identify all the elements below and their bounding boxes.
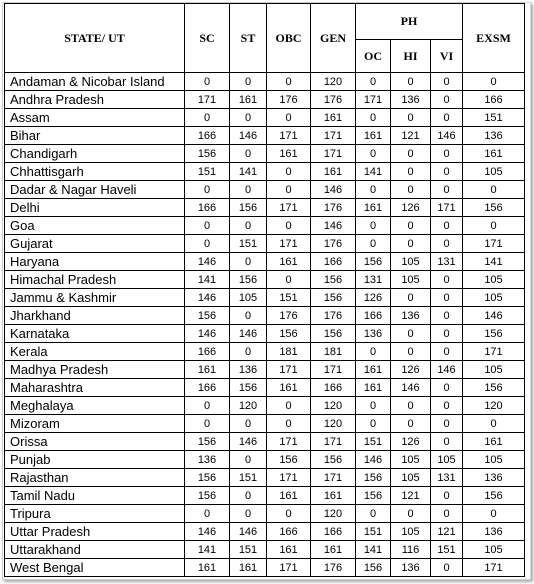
cell-gen: 120 (311, 397, 356, 415)
cell-vi: 146 (431, 127, 463, 145)
cell-state: Gujarat (5, 235, 185, 253)
table-row (5, 379, 525, 397)
table-row (5, 397, 525, 415)
cell-state: Andhra Pradesh (5, 91, 185, 109)
table-row (5, 127, 525, 145)
cell-obc: 161 (267, 145, 311, 163)
header-st: ST (230, 4, 267, 73)
cell-gen: 166 (311, 379, 356, 397)
cell-hi: 0 (391, 163, 431, 181)
cell-obc: 156 (267, 325, 311, 343)
cell-obc: 171 (267, 559, 311, 577)
cell-sc: 161 (185, 559, 230, 577)
cell-oc: 141 (356, 163, 391, 181)
cell-sc: 0 (185, 235, 230, 253)
cell-exsm: 105 (463, 541, 525, 559)
cell-vi: 131 (431, 253, 463, 271)
cell-hi: 105 (391, 271, 431, 289)
cell-state: Dadar & Nagar Haveli (5, 181, 185, 199)
header-oc: OC (356, 40, 391, 73)
cell-state: Bihar (5, 127, 185, 145)
cell-st: 0 (230, 109, 267, 127)
cell-obc: 176 (267, 307, 311, 325)
cell-gen: 176 (311, 91, 356, 109)
cell-sc: 0 (185, 217, 230, 235)
table-row (5, 343, 525, 361)
header-sc: SC (185, 4, 230, 73)
header-hi: HI (391, 40, 431, 73)
cell-sc: 141 (185, 271, 230, 289)
cell-oc: 156 (356, 559, 391, 577)
cell-obc: 176 (267, 91, 311, 109)
cell-oc: 126 (356, 289, 391, 307)
cell-gen: 120 (311, 73, 356, 91)
cell-gen: 161 (311, 487, 356, 505)
cell-oc: 166 (356, 307, 391, 325)
cell-vi: 0 (431, 343, 463, 361)
cell-vi: 0 (431, 181, 463, 199)
header-vi: VI (431, 40, 463, 73)
cell-st: 105 (230, 289, 267, 307)
cell-state: Chhattisgarh (5, 163, 185, 181)
cell-hi: 0 (391, 415, 431, 433)
cell-hi: 105 (391, 523, 431, 541)
cell-obc: 0 (267, 73, 311, 91)
cell-exsm: 136 (463, 523, 525, 541)
cell-obc: 171 (267, 469, 311, 487)
table-row (5, 235, 525, 253)
cell-vi: 0 (431, 415, 463, 433)
cell-obc: 0 (267, 181, 311, 199)
cell-gen: 166 (311, 523, 356, 541)
cell-exsm: 0 (463, 217, 525, 235)
cell-state: Tamil Nadu (5, 487, 185, 505)
cell-oc: 161 (356, 199, 391, 217)
cell-st: 0 (230, 505, 267, 523)
cell-hi: 0 (391, 73, 431, 91)
cell-state: Jammu & Kashmir (5, 289, 185, 307)
cell-gen: 176 (311, 307, 356, 325)
table-row (5, 307, 525, 325)
table-row (5, 469, 525, 487)
table-row (5, 181, 525, 199)
cell-state: Mizoram (5, 415, 185, 433)
table-row (5, 253, 525, 271)
cell-oc: 131 (356, 271, 391, 289)
cell-st: 161 (230, 559, 267, 577)
cell-state: West Bengal (5, 559, 185, 577)
cell-hi: 121 (391, 487, 431, 505)
cell-obc: 0 (267, 397, 311, 415)
cell-gen: 171 (311, 433, 356, 451)
cell-oc: 161 (356, 361, 391, 379)
cell-gen: 171 (311, 145, 356, 163)
cell-oc: 141 (356, 541, 391, 559)
cell-vi: 105 (431, 451, 463, 469)
cell-hi: 0 (391, 109, 431, 127)
cell-sc: 171 (185, 91, 230, 109)
cell-sc: 166 (185, 379, 230, 397)
cell-oc: 0 (356, 397, 391, 415)
cell-state: Haryana (5, 253, 185, 271)
cell-st: 0 (230, 343, 267, 361)
cell-oc: 0 (356, 73, 391, 91)
table-row (5, 541, 525, 559)
cell-state: Kerala (5, 343, 185, 361)
cell-sc: 156 (185, 469, 230, 487)
cell-hi: 0 (391, 397, 431, 415)
cell-exsm: 156 (463, 487, 525, 505)
cell-vi: 0 (431, 487, 463, 505)
cell-gen: 171 (311, 127, 356, 145)
table-row (5, 523, 525, 541)
cell-hi: 0 (391, 505, 431, 523)
cell-state: Rajasthan (5, 469, 185, 487)
cell-vi: 0 (431, 271, 463, 289)
cell-sc: 0 (185, 181, 230, 199)
cell-exsm: 171 (463, 559, 525, 577)
cell-exsm: 136 (463, 127, 525, 145)
cell-state: Delhi (5, 199, 185, 217)
table-row (5, 109, 525, 127)
cell-vi: 0 (431, 109, 463, 127)
cell-sc: 0 (185, 415, 230, 433)
cell-obc: 0 (267, 271, 311, 289)
cell-exsm: 171 (463, 343, 525, 361)
cell-vi: 121 (431, 523, 463, 541)
cell-vi: 0 (431, 307, 463, 325)
cell-vi: 0 (431, 91, 463, 109)
cell-exsm: 105 (463, 451, 525, 469)
cell-gen: 146 (311, 181, 356, 199)
cell-gen: 161 (311, 163, 356, 181)
cell-oc: 0 (356, 217, 391, 235)
cell-sc: 0 (185, 397, 230, 415)
cell-state: Tripura (5, 505, 185, 523)
cell-st: 156 (230, 379, 267, 397)
cell-hi: 126 (391, 361, 431, 379)
cell-oc: 0 (356, 181, 391, 199)
header-row-1 (5, 4, 525, 40)
cell-hi: 136 (391, 91, 431, 109)
table-row (5, 487, 525, 505)
cell-exsm: 156 (463, 379, 525, 397)
cell-hi: 105 (391, 451, 431, 469)
cell-oc: 151 (356, 523, 391, 541)
cell-hi: 116 (391, 541, 431, 559)
cell-gen: 156 (311, 451, 356, 469)
header-exsm: EXSM (463, 4, 525, 73)
cell-hi: 136 (391, 559, 431, 577)
cell-gen: 156 (311, 289, 356, 307)
cell-oc: 0 (356, 109, 391, 127)
cell-oc: 156 (356, 253, 391, 271)
cell-gen: 171 (311, 361, 356, 379)
cell-state: Uttar Pradesh (5, 523, 185, 541)
cell-exsm: 0 (463, 73, 525, 91)
cell-exsm: 0 (463, 415, 525, 433)
table-row (5, 73, 525, 91)
cell-oc: 0 (356, 505, 391, 523)
cell-st: 146 (230, 523, 267, 541)
cell-oc: 171 (356, 91, 391, 109)
cell-state: Meghalaya (5, 397, 185, 415)
cell-st: 141 (230, 163, 267, 181)
cell-hi: 0 (391, 217, 431, 235)
cell-vi: 0 (431, 163, 463, 181)
cell-oc: 161 (356, 379, 391, 397)
cell-vi: 146 (431, 361, 463, 379)
cell-vi: 151 (431, 541, 463, 559)
cell-obc: 0 (267, 217, 311, 235)
cell-hi: 0 (391, 343, 431, 361)
cell-st: 0 (230, 307, 267, 325)
cell-vi: 0 (431, 289, 463, 307)
cell-gen: 120 (311, 415, 356, 433)
cell-exsm: 171 (463, 235, 525, 253)
cell-state: Jharkhand (5, 307, 185, 325)
cell-st: 0 (230, 487, 267, 505)
cell-state: Assam (5, 109, 185, 127)
cell-vi: 171 (431, 199, 463, 217)
cell-st: 151 (230, 541, 267, 559)
cell-st: 136 (230, 361, 267, 379)
cell-exsm: 105 (463, 289, 525, 307)
header-state: STATE/ UT (5, 4, 185, 73)
cell-oc: 156 (356, 469, 391, 487)
cell-hi: 0 (391, 235, 431, 253)
cell-exsm: 105 (463, 361, 525, 379)
table-row (5, 199, 525, 217)
cell-obc: 171 (267, 127, 311, 145)
cell-vi: 0 (431, 559, 463, 577)
cell-sc: 141 (185, 541, 230, 559)
cell-obc: 156 (267, 451, 311, 469)
cell-st: 120 (230, 397, 267, 415)
cell-obc: 151 (267, 289, 311, 307)
cell-obc: 0 (267, 505, 311, 523)
cell-sc: 146 (185, 289, 230, 307)
cell-gen: 120 (311, 505, 356, 523)
cell-state: Maharashtra (5, 379, 185, 397)
cell-sc: 166 (185, 343, 230, 361)
cell-exsm: 0 (463, 505, 525, 523)
cell-state: Chandigarh (5, 145, 185, 163)
cell-st: 0 (230, 181, 267, 199)
table-row (5, 361, 525, 379)
cell-exsm: 156 (463, 199, 525, 217)
cell-oc: 156 (356, 487, 391, 505)
cell-st: 0 (230, 73, 267, 91)
cell-st: 151 (230, 235, 267, 253)
cell-st: 151 (230, 469, 267, 487)
cell-oc: 161 (356, 127, 391, 145)
cell-sc: 156 (185, 433, 230, 451)
cell-gen: 161 (311, 541, 356, 559)
cell-state: Himachal Pradesh (5, 271, 185, 289)
table-row (5, 163, 525, 181)
cell-exsm: 151 (463, 109, 525, 127)
cell-hi: 0 (391, 181, 431, 199)
cell-st: 146 (230, 325, 267, 343)
cell-sc: 166 (185, 127, 230, 145)
table-row (5, 415, 525, 433)
cell-st: 161 (230, 91, 267, 109)
cell-sc: 156 (185, 307, 230, 325)
cell-exsm: 161 (463, 433, 525, 451)
table-row (5, 559, 525, 577)
cell-sc: 0 (185, 73, 230, 91)
cell-state: Punjab (5, 451, 185, 469)
cell-obc: 181 (267, 343, 311, 361)
cell-st: 146 (230, 433, 267, 451)
table-row (5, 325, 525, 343)
cell-sc: 156 (185, 145, 230, 163)
cell-state: Orissa (5, 433, 185, 451)
cell-sc: 0 (185, 109, 230, 127)
cell-state: Goa (5, 217, 185, 235)
table-row (5, 217, 525, 235)
cell-exsm: 136 (463, 469, 525, 487)
cell-state: Karnataka (5, 325, 185, 343)
cell-sc: 166 (185, 199, 230, 217)
cell-obc: 161 (267, 487, 311, 505)
cell-gen: 176 (311, 559, 356, 577)
cell-oc: 0 (356, 415, 391, 433)
cell-exsm: 146 (463, 307, 525, 325)
cell-hi: 0 (391, 145, 431, 163)
cell-vi: 131 (431, 469, 463, 487)
cell-hi: 126 (391, 433, 431, 451)
cell-gen: 181 (311, 343, 356, 361)
cell-sc: 146 (185, 325, 230, 343)
cell-gen: 161 (311, 109, 356, 127)
cell-sc: 146 (185, 523, 230, 541)
cell-st: 0 (230, 415, 267, 433)
cell-obc: 161 (267, 253, 311, 271)
cell-obc: 171 (267, 235, 311, 253)
cell-hi: 121 (391, 127, 431, 145)
cell-sc: 161 (185, 361, 230, 379)
cell-hi: 105 (391, 469, 431, 487)
cell-vi: 0 (431, 217, 463, 235)
cell-exsm: 166 (463, 91, 525, 109)
table-body (5, 73, 525, 577)
cell-obc: 166 (267, 523, 311, 541)
cell-exsm: 105 (463, 271, 525, 289)
header-gen: GEN (311, 4, 356, 73)
cell-obc: 171 (267, 199, 311, 217)
cell-state: Uttarakhand (5, 541, 185, 559)
cell-st: 0 (230, 145, 267, 163)
cell-state: Andaman & Nicobar Island (5, 73, 185, 91)
cell-exsm: 120 (463, 397, 525, 415)
cell-gen: 171 (311, 469, 356, 487)
cell-sc: 146 (185, 253, 230, 271)
cell-oc: 146 (356, 451, 391, 469)
cell-st: 0 (230, 217, 267, 235)
cell-sc: 0 (185, 505, 230, 523)
cell-obc: 0 (267, 109, 311, 127)
table-row (5, 505, 525, 523)
cell-gen: 176 (311, 199, 356, 217)
table-row (5, 451, 525, 469)
cell-vi: 0 (431, 145, 463, 163)
cell-exsm: 105 (463, 163, 525, 181)
cell-obc: 171 (267, 433, 311, 451)
cell-hi: 136 (391, 307, 431, 325)
cell-obc: 0 (267, 163, 311, 181)
table-row (5, 289, 525, 307)
cell-exsm: 156 (463, 325, 525, 343)
cell-vi: 0 (431, 235, 463, 253)
cell-gen: 156 (311, 271, 356, 289)
table-row (5, 145, 525, 163)
table-row (5, 91, 525, 109)
cell-exsm: 161 (463, 145, 525, 163)
cell-obc: 161 (267, 541, 311, 559)
header-obc: OBC (267, 4, 311, 73)
cell-gen: 166 (311, 253, 356, 271)
table-row (5, 433, 525, 451)
cell-hi: 105 (391, 253, 431, 271)
cell-obc: 0 (267, 415, 311, 433)
cell-gen: 176 (311, 235, 356, 253)
header-ph: PH (356, 4, 463, 40)
cell-gen: 156 (311, 325, 356, 343)
cell-vi: 0 (431, 397, 463, 415)
cell-vi: 0 (431, 379, 463, 397)
cell-vi: 0 (431, 73, 463, 91)
cell-vi: 0 (431, 325, 463, 343)
cell-vi: 0 (431, 505, 463, 523)
cell-oc: 0 (356, 235, 391, 253)
cell-hi: 0 (391, 289, 431, 307)
cell-oc: 136 (356, 325, 391, 343)
cell-oc: 0 (356, 343, 391, 361)
cell-exsm: 141 (463, 253, 525, 271)
cell-hi: 146 (391, 379, 431, 397)
cell-sc: 151 (185, 163, 230, 181)
table-row (5, 271, 525, 289)
cell-obc: 171 (267, 361, 311, 379)
state-cutoff-table (4, 3, 525, 577)
cell-gen: 146 (311, 217, 356, 235)
cell-st: 0 (230, 451, 267, 469)
cell-oc: 0 (356, 145, 391, 163)
cell-state: Madhya Pradesh (5, 361, 185, 379)
cell-st: 0 (230, 253, 267, 271)
cell-obc: 161 (267, 379, 311, 397)
cell-st: 146 (230, 127, 267, 145)
cell-exsm: 0 (463, 181, 525, 199)
cell-oc: 151 (356, 433, 391, 451)
cell-vi: 0 (431, 433, 463, 451)
cell-sc: 136 (185, 451, 230, 469)
cell-sc: 156 (185, 487, 230, 505)
cell-hi: 0 (391, 325, 431, 343)
cell-st: 156 (230, 271, 267, 289)
cell-hi: 126 (391, 199, 431, 217)
cell-st: 156 (230, 199, 267, 217)
